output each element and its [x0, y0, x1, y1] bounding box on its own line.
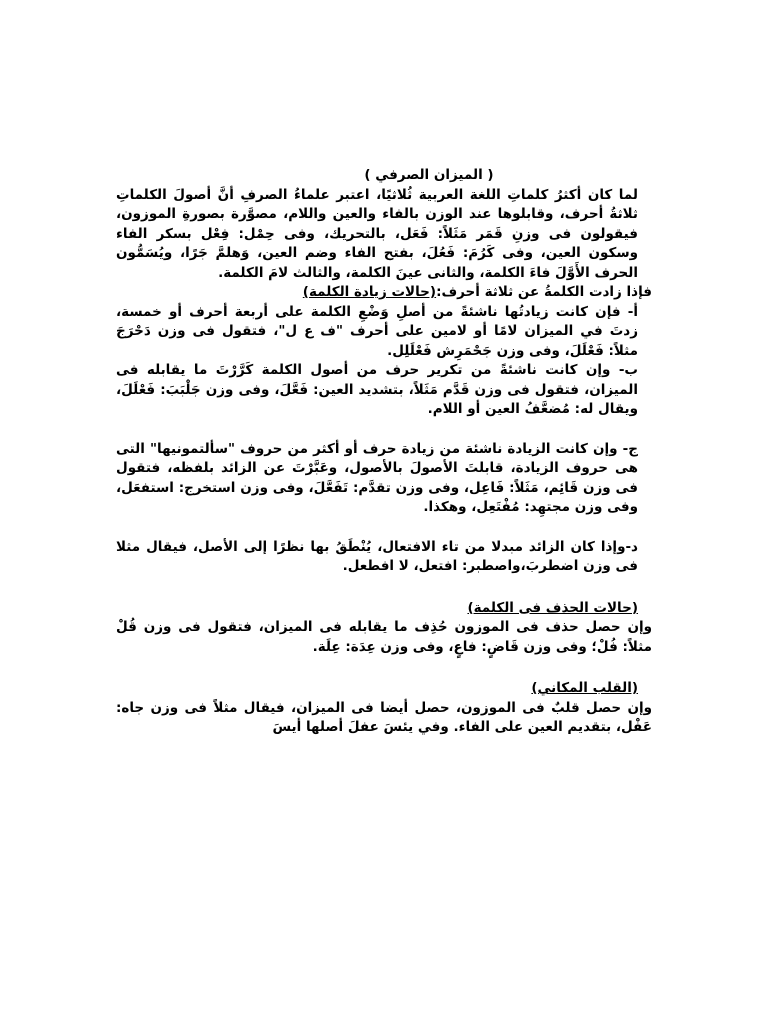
spacer — [116, 420, 652, 440]
added-letters-line — [116, 283, 652, 303]
document-body — [116, 166, 652, 738]
case-c-paragraph: ج- وإن كانت الزيادة ناشئة من زيادة حرف أو أكثر من حروف "سألتمونيها" التى هى حروف الزيادة، قابلتَ الأصولَ بالأصول، وعَبَّرْتَ عن الزائد بلفظه، فتقول فى وزن قَائِم، مَثَلاً: فَاعِل، وفى وزن تقدَّم: تَفَعَّلَ، وفى وزن استخرج: استفعَل، وفى وزن مجتهِد: مُفْتَعِل، وهكذا. — [116, 440, 638, 515]
spacer — [116, 518, 652, 538]
spacer — [116, 577, 652, 599]
inversion-heading: (القلب المكاني) — [531, 680, 638, 696]
added-intro-text: فإذا زادت الكلمةُ عن ثلاثة أحرف: — [436, 284, 652, 300]
case-a-paragraph: أ- فإن كانت زيادتُها ناشئةً من أصلِ وَضْعِ الكلمة على أربعة أحرف أو خمسة، زدتَ في الميزان لامًا أو لامين على أحرف "ف ع ل"، فتقول فى وزن دَحْرَجَ مثلاً: فَعْلَلَ، وفى وزن جَحْمَرِش فَعْلَلِل. — [116, 303, 638, 359]
document-title: ( الميزان الصرفي ) — [364, 167, 494, 183]
intro-paragraph: لما كان أكثرُ كلماتِ اللغة العربية ثُلاثيًا، اعتبر علماءُ الصرفِ أنَّ أصولَ الكلماتِ ثلاثةُ أحرف، وقابلوها عند الوزن بالفاء والعين واللام، مصوَّرة بصورةِ الموزون، فيقولون فى وزنِ قَمَر مَثَلاً: فَعَل، بالتحريك، وفى حِمْل: فِعْل بسكر الفاء وسكون العين، وفى كَرُمَ: فَعُلَ، بفتح الفاء وضم العين، وَهلمَّ جَرًا، ويُسَمُّون الحرف الأَوَّلَ فاءَ الكلمة، والثانى عينَ الكلمة، والثالث لامَ الكلمة. — [116, 186, 638, 281]
spacer — [116, 657, 652, 679]
case-d-paragraph: د-وإذا كان الزائد مبدلا من تاء الافتعال، يُنْطَقُ بها نظرًا إلى الأصل، فيقال مثلا فى وزن اضطربَ،واصطبر: افتعل، لا افطعل. — [116, 538, 638, 574]
inversion-paragraph: وإن حصل قلبٌ فى الموزون، حصل أيضا فى الميزان، فيقال مثلاً فى وزن جاه: عَفْل، بتقديم العين على الفاء. وفي يئسَ عفلَ أصلها أيسَ — [116, 699, 652, 735]
deletion-heading: (حالات الحذف فى الكلمة) — [467, 599, 638, 616]
deletion-paragraph: وإن حصل حذف فى الموزون حُذِف ما يقابله فى الميزان، فتقول فى وزن قُلْ مثلاً: فُلْ؛ وفى وزن قَاضٍ: فاعٍ، وفى وزن عِدَة: عِلَة. — [116, 619, 652, 655]
case-b-paragraph: ب- وإن كانت ناشئةً من تكرير حرف من أصول الكلمة كَرَّرْتَ ما يقابله فى الميزان، فتقول فى وزن قَدَّم مَثَلاً، بتشديد العين: فَعَّلَ، وفى وزن جَلْبَبَ: فَعْلَلَ، ويقال له: مُضعَّفُ العين أو اللام. — [116, 362, 638, 417]
deletion-heading-line — [116, 599, 652, 619]
inversion-heading-line — [116, 679, 652, 699]
added-cases-heading: (حالات زيادة الكلمة) — [302, 284, 437, 300]
